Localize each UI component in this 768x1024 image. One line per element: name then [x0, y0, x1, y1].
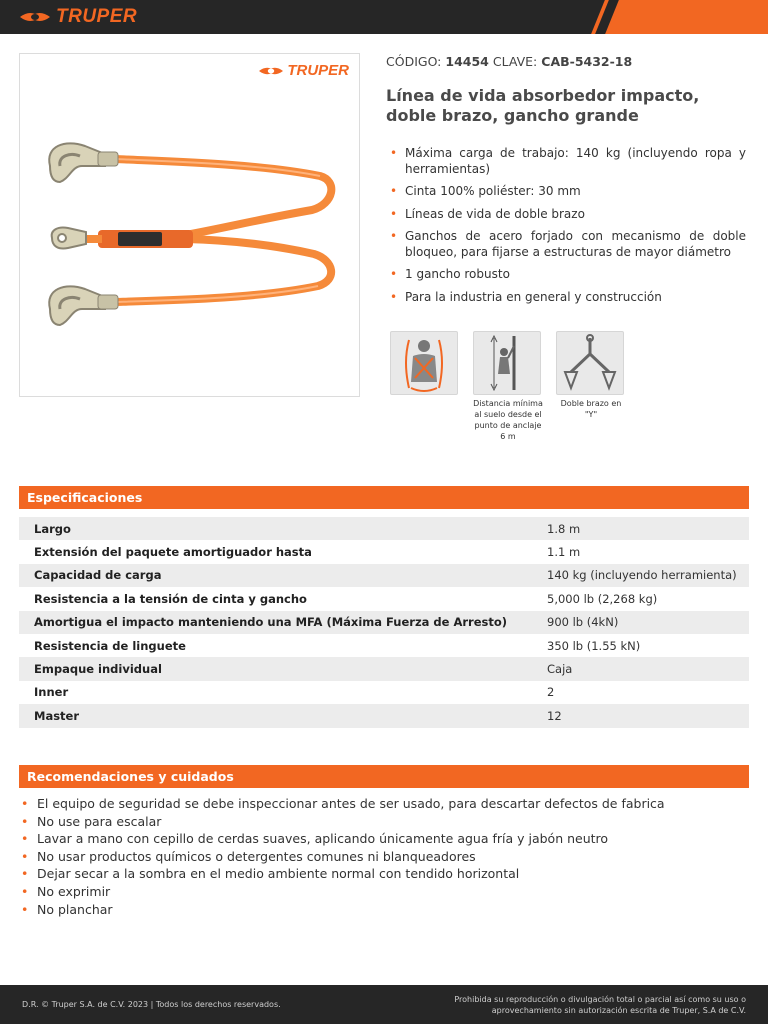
recommendations-heading: Recomendaciones y cuidados — [19, 765, 749, 788]
product-image — [19, 53, 360, 397]
spec-label: Capacidad de carga — [19, 564, 547, 587]
spec-value: 900 lb (4kN) — [547, 611, 749, 634]
spec-value: 1.8 m — [547, 517, 749, 540]
specs-heading: Especificaciones — [19, 486, 749, 509]
fall-distance-caption: Distancia mínima al suelo desde el punto de anclaje 6 m — [473, 399, 543, 441]
product-code — [386, 54, 632, 69]
table-row — [19, 681, 749, 704]
truper-logo — [20, 7, 137, 27]
table-row — [19, 517, 749, 540]
table-row — [19, 634, 749, 657]
code-value: 14454 — [445, 54, 489, 69]
spec-label: Empaque individual — [19, 657, 547, 680]
fall-distance-icon — [473, 331, 541, 395]
spec-value: 2 — [547, 685, 555, 700]
list-item: • Lavar a mano con cepillo de cerdas suaves, aplicando únicamente agua fría y jabón neutro — [20, 830, 740, 848]
lanyard-illustration — [20, 54, 359, 396]
spec-value: 140 kg (incluyendo herramienta) — [547, 564, 749, 587]
header-stripe — [605, 0, 768, 34]
list-item: • No use para escalar — [20, 813, 740, 831]
feature-item: • Cinta 100% poliéster: 30 mm — [388, 184, 746, 200]
feature-item: • Para la industria en general y construcción — [388, 290, 746, 306]
footer — [0, 985, 768, 1024]
table-row — [19, 564, 749, 587]
spec-value: 1.1 m — [547, 545, 581, 560]
spec-label: Resistencia a la tensión de cinta y gancho — [34, 591, 307, 606]
list-item: • Dejar secar a la sombra en el medio ambiente normal con tendido horizontal — [20, 865, 740, 883]
code-label: CÓDIGO: — [386, 54, 442, 69]
icon-item-harness — [390, 331, 460, 395]
feature-item: • Ganchos de acero forjado con mecanismo de doble bloqueo, para fijarse a estructuras de mayor diámetro — [388, 229, 746, 260]
list-item: • No exprimir — [20, 883, 740, 901]
spec-label: Resistencia de linguete — [34, 638, 186, 653]
title-line-2: doble brazo, gancho grande — [386, 106, 639, 125]
spec-label: Amortigua el impacto manteniendo una MFA (Máxima Fuerza de Arresto) — [19, 611, 547, 634]
brand-name: TRUPER — [56, 6, 138, 27]
spec-value: Caja — [547, 657, 749, 680]
key-label: CLAVE: — [492, 54, 538, 69]
footer-notice — [386, 994, 746, 1016]
feature-item: • 1 gancho robusto — [388, 267, 746, 283]
y-double-arm-icon — [556, 331, 624, 395]
truper-wing-icon — [20, 11, 50, 23]
icon-item-double-arm — [556, 331, 626, 420]
header-bar — [0, 0, 768, 34]
recommendations-list — [20, 795, 740, 918]
icon-item-fall-distance — [473, 331, 543, 442]
footer-notice-line-2: aprovechamiento sin autorización escrita de Truper, S.A de C.V. — [491, 1006, 746, 1015]
spec-value: 5,000 lb (2,268 kg) — [547, 591, 658, 606]
list-item: • No planchar — [20, 901, 740, 919]
harness-person-icon — [390, 331, 458, 395]
double-arm-caption: Doble brazo en "Y" — [560, 399, 622, 419]
key-value: CAB-5432-18 — [541, 54, 633, 69]
image-brand-name: TRUPER — [287, 62, 349, 79]
table-row — [19, 657, 749, 680]
spec-label: Inner — [34, 685, 69, 700]
title-line-1: Línea de vida absorbedor impacto, — [386, 86, 700, 105]
table-row — [19, 704, 749, 727]
table-row — [19, 611, 749, 634]
spec-label: Largo — [19, 517, 547, 540]
feature-item: • Máxima carga de trabajo: 140 kg (incluyendo ropa y herramientas) — [388, 146, 746, 177]
list-item: • El equipo de seguridad se debe inspeccionar antes de ser usado, para descartar defectos de fabrica — [20, 795, 740, 813]
specs-table — [19, 517, 749, 728]
table-row — [19, 540, 749, 563]
feature-item: • Líneas de vida de doble brazo — [388, 207, 746, 223]
footer-copyright: D.R. © Truper S.A. de C.V. 2023 | Todos los derechos reservados. — [22, 1000, 281, 1009]
list-item: • No usar productos químicos o detergentes comunes ni blanqueadores — [20, 848, 740, 866]
feature-list — [388, 146, 746, 312]
footer-notice-line-1: Prohibida su reproducción o divulgación total o parcial así como su uso o — [454, 995, 746, 1004]
spec-label: Extensión del paquete amortiguador hasta — [34, 545, 312, 560]
spec-value: 350 lb (1.55 kN) — [547, 638, 641, 653]
table-row — [19, 587, 749, 610]
spec-label: Master — [19, 704, 547, 727]
product-title — [386, 86, 756, 126]
spec-value: 12 — [547, 704, 749, 727]
